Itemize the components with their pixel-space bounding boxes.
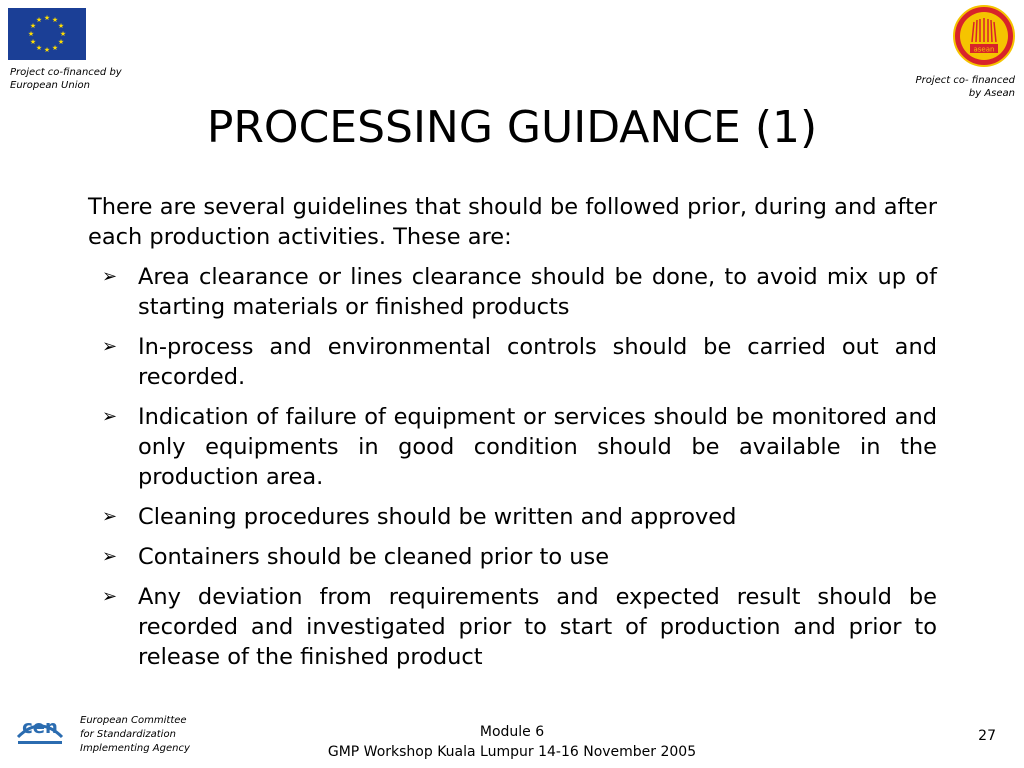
svg-text:★: ★ [43,14,51,22]
asean-credit-line1: Project co- financed [915,75,1015,86]
cen-logo [14,707,66,757]
svg-text:★: ★ [29,22,37,30]
list-item [88,332,937,392]
list-item-text: Containers should be cleaned prior to use [138,544,610,570]
footer-module: Module 6 [479,724,545,740]
arrow-bullet-icon: ➢ [102,586,118,607]
cen-line1: European Committee [80,715,187,726]
guideline-list [88,262,937,672]
svg-text:★: ★ [43,46,51,54]
asean-cofinance-note [855,74,1015,100]
svg-text:★: ★ [51,16,59,24]
cen-line3: Implementing Agency [80,743,190,754]
page-number: 27 [978,728,996,744]
arrow-bullet-icon: ➢ [102,546,118,567]
list-item-text: Area clearance or lines clearance should be done, to avoid mix up of starting materials or finished products [138,264,937,320]
arrow-bullet-icon: ➢ [102,506,118,527]
eu-stars-icon [8,8,86,60]
svg-text:★: ★ [27,30,35,38]
svg-text:★: ★ [35,16,43,24]
eu-credit-line2: European Union [10,80,90,91]
asean-logo [952,4,1016,68]
svg-text:★: ★ [57,22,65,30]
list-item-text: Cleaning procedures should be written and approved [138,504,737,530]
eu-cofinance-note [10,66,170,92]
arrow-bullet-icon: ➢ [102,406,118,427]
asean-emblem-icon [952,4,1016,68]
footer-center [250,722,774,762]
svg-text:★: ★ [29,38,37,46]
slide-title: PROCESSING GUIDANCE (1) [206,102,818,153]
eu-credit-line1: Project co-financed by [10,67,122,78]
svg-text:★: ★ [51,44,59,52]
intro-paragraph: There are several guidelines that should be followed prior, during and after each production activities. These are: [88,194,937,250]
list-item [88,542,937,572]
cen-agency-note [80,714,190,756]
slide-body [88,192,937,682]
footer-workshop: GMP Workshop Kuala Lumpur 14-16 November 2005 [327,744,697,760]
svg-text:★: ★ [57,38,65,46]
svg-text:cen: cen [22,717,58,738]
arrow-bullet-icon: ➢ [102,266,118,287]
list-item-text: Any deviation from requirements and expected result should be recorded and investigated prior to start of production and prior to release of the finished product [138,584,937,670]
list-item [88,402,937,492]
svg-text:asean: asean [973,45,995,54]
list-item-text: In-process and environmental controls should be carried out and recorded. [138,334,937,390]
svg-text:★: ★ [59,30,67,38]
list-item [88,502,937,532]
list-item [88,582,937,672]
asean-credit-line2: by Asean [968,88,1015,99]
list-item-text: Indication of failure of equipment or services should be monitored and only equipments in good condition should be available in the production area. [138,404,937,490]
cen-logo-icon [14,707,66,757]
svg-text:★: ★ [35,44,43,52]
cen-line2: for Standardization [80,729,176,740]
eu-flag-logo [8,8,86,60]
arrow-bullet-icon: ➢ [102,336,118,357]
list-item [88,262,937,322]
